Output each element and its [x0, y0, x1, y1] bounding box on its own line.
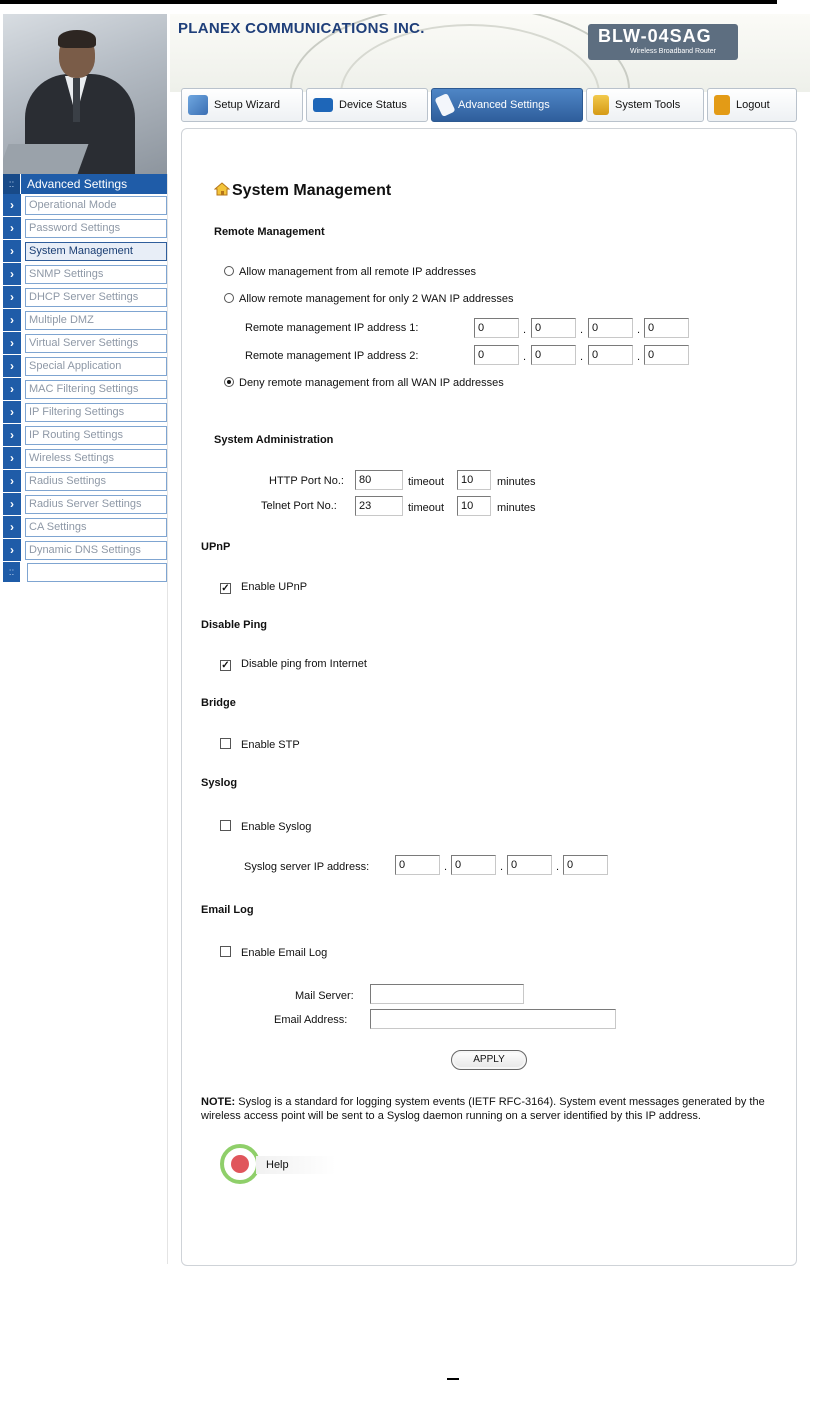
checkbox-label: Enable UPnP — [241, 581, 308, 593]
minutes-label: minutes — [497, 476, 536, 488]
section-bridge: Bridge — [201, 697, 236, 709]
sidebar-item-label: CA Settings — [25, 518, 167, 537]
page-number-mark — [447, 1378, 459, 1380]
section-system-administration: System Administration — [214, 434, 334, 446]
checkbox[interactable] — [220, 820, 231, 831]
chevron-right-icon: › — [3, 217, 21, 239]
sidebar-item-multiple-dmz[interactable] — [3, 309, 167, 332]
sidebar-item-label: System Management — [25, 242, 167, 261]
sidebar-item-label: Special Application — [25, 357, 167, 376]
radio-allow-all[interactable] — [224, 266, 476, 278]
sidebar-item-label: Radius Server Settings — [25, 495, 167, 514]
telnet-timeout-input[interactable]: 10 — [457, 496, 491, 516]
section-remote-management: Remote Management — [214, 226, 325, 238]
checkbox[interactable] — [220, 738, 231, 749]
radio-allow-two[interactable] — [224, 293, 514, 305]
ip2-octet-3[interactable]: 0 — [588, 345, 633, 365]
tab-logout[interactable] — [707, 88, 797, 122]
http-port-label: HTTP Port No.: — [269, 475, 344, 487]
ip1-label: Remote management IP address 1: — [245, 322, 419, 334]
checkbox-label: Enable Email Log — [241, 947, 328, 959]
minutes-label: minutes — [497, 502, 536, 514]
radio-deny-all[interactable] — [224, 377, 504, 389]
checkbox-label: Enable STP — [241, 739, 300, 751]
sidebar-item-label: Radius Settings — [25, 472, 167, 491]
tab-label: Advanced Settings — [458, 99, 550, 111]
section-syslog: Syslog — [201, 777, 238, 789]
ip2-octet-4[interactable]: 0 — [644, 345, 689, 365]
sidebar-item-special-application[interactable] — [3, 355, 167, 378]
enable-syslog-checkbox[interactable] — [220, 820, 311, 833]
sidebar-header — [3, 174, 167, 194]
radio-label: Deny remote management from all WAN IP addresses — [239, 377, 504, 389]
email-address-input[interactable] — [370, 1009, 616, 1029]
tab-advanced-settings[interactable] — [431, 88, 583, 122]
tab-label: Logout — [736, 99, 770, 111]
model-subtitle: Wireless Broadband Router — [630, 48, 716, 55]
checkbox-label: Disable ping from Internet — [241, 658, 367, 670]
chevron-right-icon: › — [3, 194, 21, 216]
checkbox-label: Enable Syslog — [241, 821, 312, 833]
sidebar-item-mac-filtering-settings[interactable] — [3, 378, 167, 401]
tab-label: System Tools — [615, 99, 681, 111]
sidebar-item-label: Operational Mode — [25, 196, 167, 215]
http-timeout-input[interactable]: 10 — [457, 470, 491, 490]
sidebar-item-label: Virtual Server Settings — [25, 334, 167, 353]
sidebar-item-label: Multiple DMZ — [25, 311, 167, 330]
chevron-right-icon: › — [3, 470, 21, 492]
tab-setup-wizard[interactable] — [181, 88, 303, 122]
chevron-right-icon: › — [3, 263, 21, 285]
note-text — [201, 1095, 791, 1123]
ip1-octet-2[interactable]: 0 — [531, 318, 576, 338]
model-badge — [588, 24, 738, 60]
sidebar-item-operational-mode[interactable] — [3, 194, 167, 217]
email-address-label: Email Address: — [274, 1014, 348, 1026]
ip2-label: Remote management IP address 2: — [245, 350, 419, 362]
header-banner — [170, 14, 810, 92]
note-label: NOTE: — [201, 1096, 236, 1108]
chevron-right-icon: › — [3, 516, 21, 538]
telnet-port-input[interactable]: 23 — [355, 496, 403, 516]
content-panel: System Management Remote Management Allow management from all remote IP addresses Allow remote management for only 2 WAN IP addresses Remote management IP address 1: 0 . 0 . 0 . 0 Remote management IP address 2: 0 . 0 . 0 . 0 Deny remote management from all WAN IP addresses System Administration HTTP Port No.: 80 timeout 10 minutes Telnet Port No.: 23 timeout 10 minutes UPnP ✓ Enable UPnP Disable Ping ✓ Disable ping from Internet Bridge Enable STP Syslog Enable Syslog Syslog server IP address: 0 . 0 . 0 . 0 Email Log Enable Email Log Mail Server: Email Address: APPLY NOTE: Syslog is a standard for logging system events (IETF RFC-3164). System event messages generated by the wireless access point will be sent to a Syslog daemon running on a server identified by this IP address. Help — [181, 128, 797, 1266]
sidebar-item-ip-routing-settings[interactable] — [3, 424, 167, 447]
http-port-input[interactable]: 80 — [355, 470, 403, 490]
ip1-octet-4[interactable]: 0 — [644, 318, 689, 338]
chevron-right-icon: › — [3, 286, 21, 308]
radio-label: Allow remote management for only 2 WAN IP addresses — [239, 293, 514, 305]
sidebar-item-radius-settings[interactable] — [3, 470, 167, 493]
sidebar-item-label: IP Routing Settings — [25, 426, 167, 445]
help-icon — [220, 1144, 260, 1184]
radio-button[interactable] — [224, 293, 234, 303]
ip2-octet-2[interactable]: 0 — [531, 345, 576, 365]
help-label: Help — [256, 1156, 336, 1174]
sidebar-footer — [3, 562, 167, 582]
brand-name: PLANEX COMMUNICATIONS INC. — [178, 20, 425, 37]
chevron-right-icon: › — [3, 332, 21, 354]
sidebar — [3, 174, 167, 582]
tab-system-tools[interactable] — [586, 88, 704, 122]
tab-label: Setup Wizard — [214, 99, 281, 111]
wizard-icon — [188, 95, 208, 115]
sidebar-item-label: IP Filtering Settings — [25, 403, 167, 422]
radio-button-selected[interactable] — [224, 377, 234, 387]
help-button[interactable] — [220, 1144, 340, 1188]
chevron-right-icon: › — [3, 424, 21, 446]
syslog-server-label: Syslog server IP address: — [244, 861, 370, 873]
sidebar-item-radius-server-settings[interactable] — [3, 493, 167, 516]
tab-device-status[interactable] — [306, 88, 428, 122]
syslog-ip-octet-4[interactable]: 0 — [563, 855, 608, 875]
checkbox[interactable]: ✓ — [221, 660, 230, 671]
syslog-ip-octet-2[interactable]: 0 — [451, 855, 496, 875]
home-icon — [214, 182, 230, 196]
page-icon — [434, 93, 455, 117]
chevron-right-icon: › — [3, 539, 21, 561]
note-body: Syslog is a standard for logging system events (IETF RFC-3164). System event messages generated by the wireless access point will be sent to a Syslog daemon running on a server identified by this IP address. — [201, 1096, 765, 1122]
ip1-octet-3[interactable]: 0 — [588, 318, 633, 338]
monitor-icon — [313, 98, 333, 112]
radio-label: Allow management from all remote IP addresses — [239, 266, 477, 278]
chevron-right-icon: › — [3, 309, 21, 331]
checkbox[interactable] — [220, 946, 231, 957]
chevron-right-icon: › — [3, 378, 21, 400]
sidebar-item-virtual-server-settings[interactable] — [3, 332, 167, 355]
section-email-log: Email Log — [201, 904, 254, 916]
telnet-port-label: Telnet Port No.: — [261, 500, 337, 512]
section-upnp: UPnP — [201, 541, 231, 553]
disable-ping-checkbox[interactable] — [220, 658, 367, 671]
top-rule — [0, 0, 777, 4]
sidebar-header-label: Advanced Settings — [27, 177, 128, 191]
ip1-octet-1[interactable]: 0 — [474, 318, 519, 338]
sidebar-item-label: MAC Filtering Settings — [25, 380, 167, 399]
tools-icon — [593, 95, 609, 115]
sidebar-item-label: Wireless Settings — [25, 449, 167, 468]
radio-button[interactable] — [224, 266, 234, 276]
sidebar-item-password-settings[interactable] — [3, 217, 167, 240]
apply-button[interactable]: APPLY — [451, 1050, 527, 1070]
sidebar-item-system-management[interactable] — [3, 240, 167, 263]
timeout-label: timeout — [408, 476, 445, 488]
model-name: BLW-04SAG — [598, 26, 712, 46]
sidebar-item-label: Password Settings — [25, 219, 167, 238]
timeout-label: timeout — [408, 502, 445, 514]
header-photo — [3, 14, 167, 174]
enable-stp-checkbox[interactable] — [220, 738, 300, 751]
top-tabs — [181, 88, 797, 124]
grip-dots-icon: :: — [3, 174, 21, 194]
tab-label: Device Status — [339, 99, 407, 111]
chevron-right-icon: › — [3, 355, 21, 377]
sidebar-item-ip-filtering-settings[interactable] — [3, 401, 167, 424]
mail-server-label: Mail Server: — [295, 990, 354, 1002]
chevron-right-icon: › — [3, 447, 21, 469]
sidebar-item-label: SNMP Settings — [25, 265, 167, 284]
sidebar-item-wireless-settings[interactable] — [3, 447, 167, 470]
sidebar-item-label: DHCP Server Settings — [25, 288, 167, 307]
enable-email-log-checkbox[interactable] — [220, 946, 327, 959]
logout-door-icon — [714, 95, 730, 115]
sidebar-item-ca-settings[interactable] — [3, 516, 167, 539]
chevron-right-icon: › — [3, 240, 21, 262]
sidebar-item-snmp-settings[interactable] — [3, 263, 167, 286]
page-title-text: System Management — [232, 182, 392, 199]
checkbox[interactable]: ✓ — [221, 583, 230, 594]
mail-server-input[interactable] — [370, 984, 524, 1004]
chevron-right-icon: › — [3, 493, 21, 515]
ip2-octet-1[interactable]: 0 — [474, 345, 519, 365]
grip-dots-icon: :: — [3, 562, 21, 582]
syslog-ip-octet-1[interactable]: 0 — [395, 855, 440, 875]
page-title — [214, 181, 391, 200]
section-disable-ping: Disable Ping — [201, 619, 268, 631]
chevron-right-icon: › — [3, 401, 21, 423]
sidebar-item-dynamic-dns-settings[interactable] — [3, 539, 167, 562]
sidebar-item-dhcp-server-settings[interactable] — [3, 286, 167, 309]
sidebar-item-label: Dynamic DNS Settings — [25, 541, 167, 560]
divider — [167, 174, 168, 1264]
enable-upnp-checkbox[interactable] — [220, 581, 307, 594]
syslog-ip-octet-3[interactable]: 0 — [507, 855, 552, 875]
